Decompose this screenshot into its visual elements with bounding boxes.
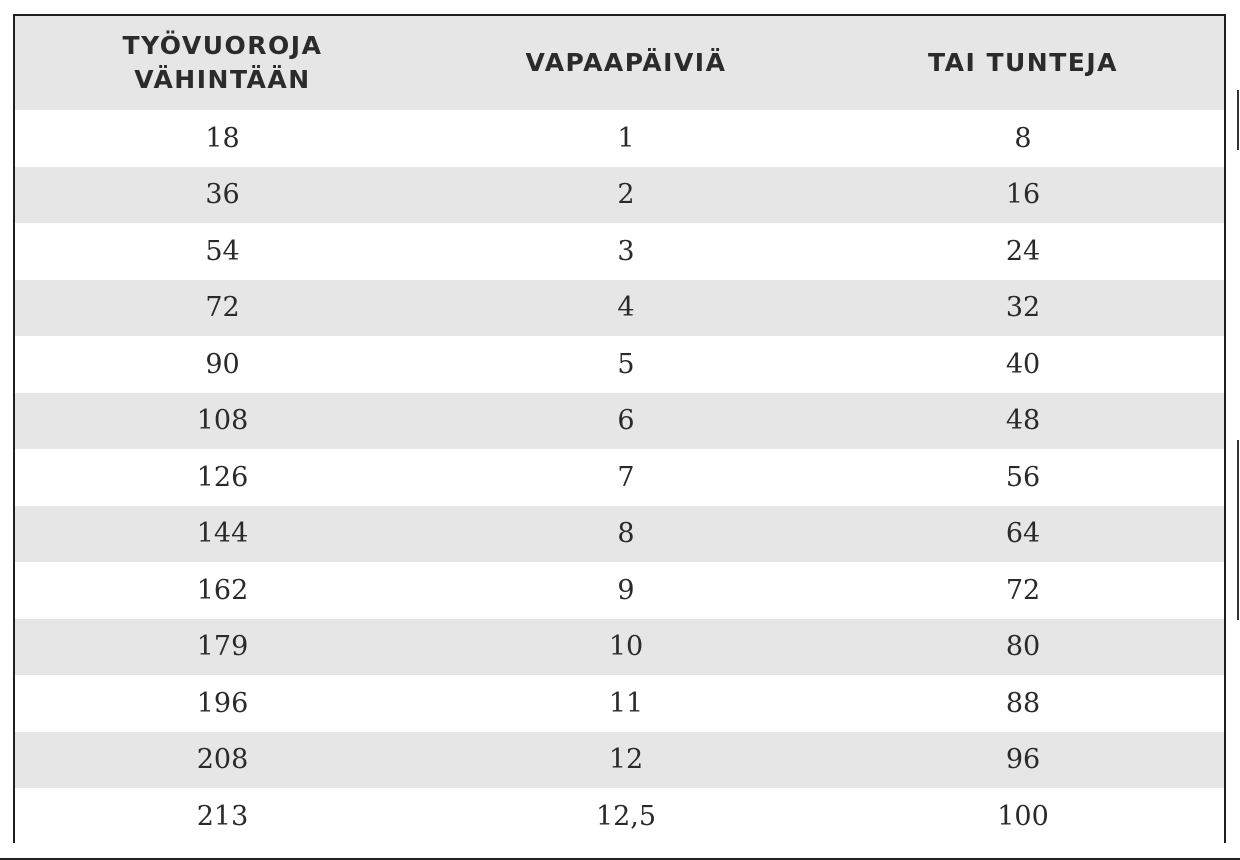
cell-hours: 64: [1005, 518, 1041, 550]
cell-days-off: 3: [617, 235, 635, 267]
header-row: [15, 16, 1224, 110]
cell-shifts: 208: [196, 744, 249, 776]
cell-shifts: 36: [205, 179, 240, 211]
header-hours-label: TAI TUNTEJA: [927, 48, 1119, 77]
table-header: [15, 16, 1224, 110]
cell-shifts: 126: [196, 461, 249, 493]
cell-hours: 40: [1005, 348, 1041, 380]
cell-hours: 48: [1005, 405, 1041, 437]
table-row: [15, 393, 1224, 450]
cell-days-off: 9: [617, 574, 635, 606]
cell-days-off: 6: [617, 405, 635, 437]
cell-hours: 100: [997, 800, 1049, 832]
cell-days-off: 2: [617, 179, 635, 211]
cell-days-off: 12,5: [595, 800, 657, 832]
table-row: [15, 110, 1224, 167]
cell-days-off: 8: [617, 518, 635, 550]
cell-shifts: 108: [196, 405, 249, 437]
header-or-hours: [822, 16, 1224, 110]
cell-shifts: 196: [196, 687, 249, 719]
cell-days-off: 4: [617, 292, 635, 324]
cell-hours: 32: [1005, 292, 1041, 324]
cell-hours: 16: [1005, 179, 1041, 211]
cell-shifts: 162: [196, 574, 249, 606]
table-row: [15, 223, 1224, 280]
cell-shifts: 179: [196, 631, 249, 663]
cell-shifts: 144: [196, 518, 249, 550]
cell-days-off: 7: [617, 461, 635, 493]
table-row: [15, 167, 1224, 224]
cell-days-off: 12: [608, 744, 644, 776]
table-row: [15, 280, 1224, 337]
cell-days-off: 11: [608, 687, 644, 719]
table-row: [15, 506, 1224, 563]
cell-days-off: 10: [608, 631, 644, 663]
table-row: [15, 336, 1224, 393]
header-days-off-label: VAPAAPÄIVIÄ: [525, 48, 727, 77]
cell-hours: 24: [1005, 235, 1041, 267]
cell-days-off: 1: [617, 122, 635, 154]
table-frame: [13, 14, 1226, 843]
cell-hours: 96: [1005, 744, 1041, 776]
table-row: [15, 449, 1224, 506]
header-shifts-line2: VÄHINTÄÄN: [134, 65, 311, 94]
cell-shifts: 90: [205, 348, 240, 380]
cell-hours: 80: [1005, 631, 1041, 663]
table-row: [15, 675, 1224, 732]
shift-leave-table: [15, 16, 1224, 845]
cell-shifts: 54: [205, 235, 240, 267]
header-shifts-minimum: [15, 16, 430, 110]
cell-hours: 72: [1005, 574, 1041, 606]
edge-mark-right-bottom: [1237, 440, 1239, 620]
edge-mark-right-top: [1237, 90, 1239, 150]
cell-shifts: 18: [205, 122, 240, 154]
table-body: [15, 110, 1224, 845]
header-shifts-line1: TYÖVUOROJA: [122, 31, 323, 60]
cell-days-off: 5: [617, 348, 635, 380]
header-days-off: [430, 16, 822, 110]
cell-shifts: 72: [205, 292, 240, 324]
cell-hours: 8: [1014, 122, 1032, 154]
table-row: [15, 562, 1224, 619]
cell-hours: 56: [1005, 461, 1041, 493]
table-row: [15, 732, 1224, 789]
table-row: [15, 619, 1224, 676]
table-row: [15, 788, 1224, 845]
cell-shifts: 213: [196, 800, 249, 832]
cell-hours: 88: [1005, 687, 1041, 719]
